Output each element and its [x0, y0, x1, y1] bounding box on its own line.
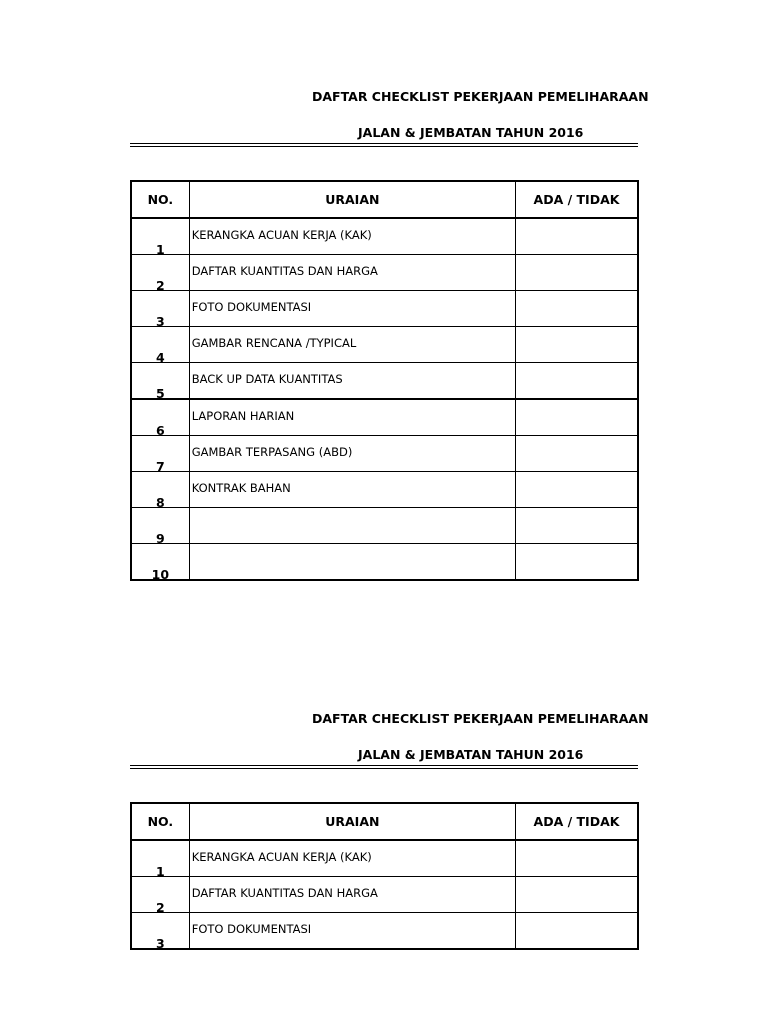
- checklist-table: [130, 180, 639, 581]
- row-description: FOTO DOKUMENTASI: [189, 291, 515, 327]
- row-ada-tidak-cell[interactable]: [516, 291, 639, 327]
- column-header-no: NO.: [131, 803, 189, 840]
- row-description: LAPORAN HARIAN: [189, 399, 515, 436]
- row-ada-tidak-cell[interactable]: [516, 218, 639, 255]
- table-row: [131, 291, 638, 327]
- row-number: 9: [131, 508, 189, 544]
- row-number: 1: [131, 840, 189, 877]
- checklist-subtitle: JALAN & JEMBATAN TAHUN 2016: [358, 747, 584, 762]
- row-number: 8: [131, 472, 189, 508]
- row-description: DAFTAR KUANTITAS DAN HARGA: [189, 877, 515, 913]
- table-header-row: [131, 803, 638, 840]
- table-row: [131, 363, 638, 400]
- row-ada-tidak-cell[interactable]: [516, 472, 639, 508]
- checklist-subtitle: JALAN & JEMBATAN TAHUN 2016: [358, 125, 584, 140]
- column-header-ada-tidak: ADA / TIDAK: [516, 803, 639, 840]
- row-ada-tidak-cell[interactable]: [516, 877, 639, 913]
- row-description: KERANGKA ACUAN KERJA (KAK): [189, 840, 515, 877]
- row-number: 2: [131, 255, 189, 291]
- row-ada-tidak-cell[interactable]: [516, 913, 639, 950]
- row-ada-tidak-cell[interactable]: [516, 255, 639, 291]
- table-row: [131, 840, 638, 877]
- row-ada-tidak-cell[interactable]: [516, 399, 639, 436]
- table-row: [131, 472, 638, 508]
- row-number: 2: [131, 877, 189, 913]
- row-number: 6: [131, 399, 189, 436]
- table-row: [131, 255, 638, 291]
- table-row: [131, 436, 638, 472]
- checklist-title: DAFTAR CHECKLIST PEKERJAAN PEMELIHARAAN: [312, 89, 649, 104]
- table-row: [131, 399, 638, 436]
- table-row: [131, 327, 638, 363]
- title-divider: [130, 143, 638, 147]
- checklist-table: [130, 802, 639, 950]
- row-ada-tidak-cell[interactable]: [516, 840, 639, 877]
- column-header-ada-tidak: ADA / TIDAK: [516, 181, 639, 218]
- table-row: [131, 913, 638, 950]
- row-ada-tidak-cell[interactable]: [516, 508, 639, 544]
- row-description: KERANGKA ACUAN KERJA (KAK): [189, 218, 515, 255]
- row-ada-tidak-cell[interactable]: [516, 544, 639, 581]
- row-ada-tidak-cell[interactable]: [516, 363, 639, 400]
- row-description: DAFTAR KUANTITAS DAN HARGA: [189, 255, 515, 291]
- row-ada-tidak-cell[interactable]: [516, 327, 639, 363]
- title-divider: [130, 765, 638, 769]
- table-header-row: [131, 181, 638, 218]
- column-header-uraian: URAIAN: [189, 181, 515, 218]
- table-row: [131, 508, 638, 544]
- column-header-uraian: URAIAN: [189, 803, 515, 840]
- row-number: 1: [131, 218, 189, 255]
- row-ada-tidak-cell[interactable]: [516, 436, 639, 472]
- row-description: GAMBAR TERPASANG (ABD): [189, 436, 515, 472]
- row-description: [189, 508, 515, 544]
- row-description: KONTRAK BAHAN: [189, 472, 515, 508]
- column-header-no: NO.: [131, 181, 189, 218]
- row-description: [189, 544, 515, 581]
- table-row: [131, 218, 638, 255]
- table-row: [131, 544, 638, 581]
- checklist-title: DAFTAR CHECKLIST PEKERJAAN PEMELIHARAAN: [312, 711, 649, 726]
- row-number: 3: [131, 291, 189, 327]
- row-description: GAMBAR RENCANA /TYPICAL: [189, 327, 515, 363]
- row-number: 3: [131, 913, 189, 950]
- table-row: [131, 877, 638, 913]
- row-description: FOTO DOKUMENTASI: [189, 913, 515, 950]
- row-number: 10: [131, 544, 189, 581]
- row-number: 5: [131, 363, 189, 400]
- row-description: BACK UP DATA KUANTITAS: [189, 363, 515, 400]
- row-number: 4: [131, 327, 189, 363]
- row-number: 7: [131, 436, 189, 472]
